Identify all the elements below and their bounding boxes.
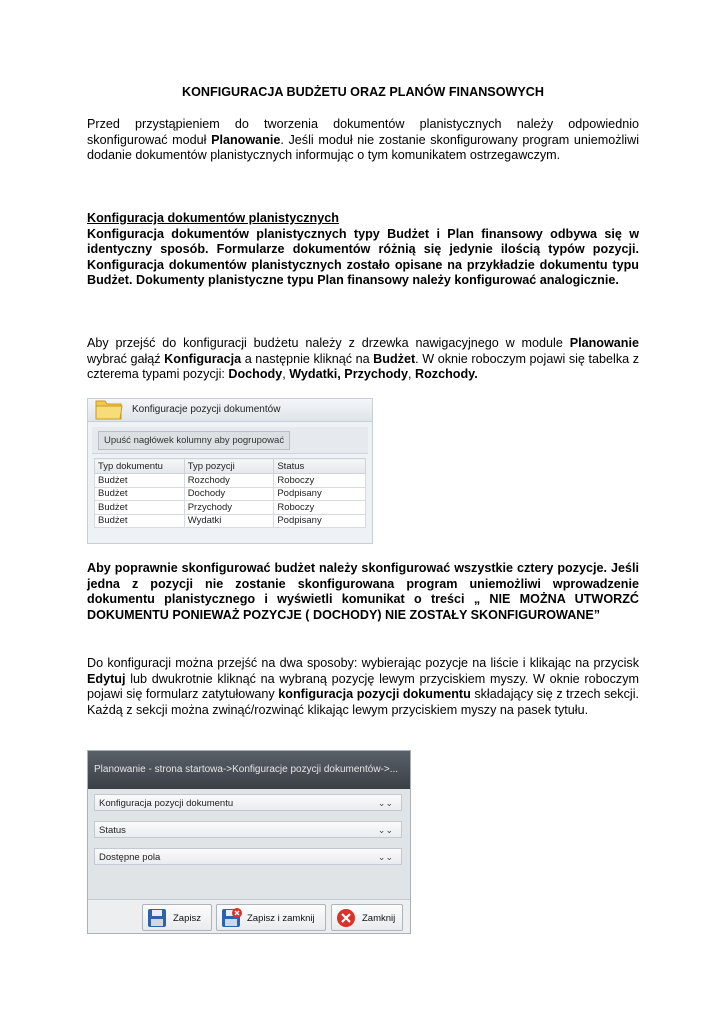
floppy-disk-icon (146, 907, 168, 929)
table-cell: Dochody (184, 487, 274, 501)
section-title: Dostępne pola (99, 852, 161, 863)
table-cell: Wydatki (184, 514, 274, 528)
close-button[interactable]: Zamknij (331, 904, 403, 931)
column-header[interactable]: Typ pozycji (184, 459, 274, 474)
breadcrumb-bar (88, 751, 410, 789)
section-status[interactable] (94, 821, 402, 838)
floppy-disk-close-icon (220, 907, 242, 929)
section-available-fields[interactable] (94, 848, 402, 865)
form-sections (88, 789, 410, 899)
section-configuration (87, 211, 639, 289)
intro-paragraph: Przed przystąpieniem do tworzenia dokumentów planistycznych należy odpowiednio skonfigurować moduł Planowanie. Jeśli moduł nie zostanie skonfigurowany program uniemożliwi dodanie dokumentów planistycznych informując o tym komunikatem ostrzegawczym. (87, 117, 639, 163)
grid-header (88, 399, 372, 422)
breadcrumb: Planowanie - strona startowa->Konfiguracje pozycji dokumentów->... (94, 764, 399, 775)
close-icon (335, 907, 357, 929)
table-cell: Przychody (184, 501, 274, 515)
table-row[interactable] (95, 487, 366, 501)
grid-screenshot (87, 398, 373, 544)
section-heading: Konfiguracja dokumentów planistycznych (87, 211, 339, 225)
section-title: Status (99, 825, 126, 836)
column-header[interactable]: Status (274, 459, 366, 474)
chevron-down-icon[interactable]: ⌄⌄ (377, 852, 393, 862)
section-body: Konfiguracja dokumentów planistycznych typy Budżet i Plan finansowy odbywa się w identyczny sposób. Formularze dokumentów różnią się jedynie ilością typów pozycji. Konfiguracja dokumentów planistycznych zostało opisane na przykładzie dokumentu typu Budżet. Dokumenty planistyczne typu Plan finansowy należy konfigurować analogicznie. (87, 226, 639, 288)
chevron-down-icon[interactable]: ⌄⌄ (377, 798, 393, 808)
save-close-button[interactable]: Zapisz i zamknij (216, 904, 326, 931)
group-hint: Upuść nagłówek kolumny aby pogrupować (98, 431, 290, 450)
table-cell: Budżet (95, 501, 185, 515)
group-panel[interactable] (92, 427, 368, 454)
table-cell: Budżet (95, 514, 185, 528)
table-cell: Rozchody (184, 474, 274, 488)
table-cell: Podpisany (274, 487, 366, 501)
table-cell: Budżet (95, 474, 185, 488)
table-header-row (95, 459, 366, 474)
page-title: KONFIGURACJA BUDŻETU ORAZ PLANÓW FINANSOWYCH (182, 85, 544, 99)
configuration-paragraph: Do konfiguracji można przejść na dwa sposoby: wybierając pozycje na liście i klikając na przycisk Edytuj lub dwukrotnie kliknąć na wybraną pozycję lewym przyciskiem myszy. W oknie roboczym pojawi się formularz zatytułowany konfiguracja pozycji dokumentu składający się z trzech sekcji. Każdą z sekcji można zwinąć/rozwinąć klikając lewym przyciskiem myszy na pasek tytułu. (87, 656, 639, 717)
table-row[interactable] (95, 501, 366, 515)
table-cell: Podpisany (274, 514, 366, 528)
grid-title: Konfiguracje pozycji dokumentów (132, 404, 281, 415)
warning-paragraph: Aby poprawnie skonfigurować budżet należy skonfigurować wszystkie cztery pozycje. Jeśli jedna z pozycji nie zostanie skonfigurowana program uniemożliwi wprowadzenie dokumentu planistycznego i wyświetli komunikat o treści „ NIE MOŻNA UTWORZĆ DOKUMENTU PONIEWAŻ POZYCJE ( DOCHODY) NIE ZOSTAŁY SKONFIGUROWANE” (87, 561, 639, 622)
form-footer (88, 899, 410, 934)
chevron-down-icon[interactable]: ⌄⌄ (377, 825, 393, 835)
form-screenshot (87, 750, 411, 934)
folder-icon (94, 398, 124, 421)
section-position-config[interactable] (94, 794, 402, 811)
table-cell: Budżet (95, 487, 185, 501)
table-cell: Roboczy (274, 501, 366, 515)
section-title: Konfiguracja pozycji dokumentu (99, 798, 234, 809)
table-cell: Roboczy (274, 474, 366, 488)
positions-table (94, 458, 366, 528)
table-row[interactable] (95, 514, 366, 528)
navigation-paragraph: Aby przejść do konfiguracji budżetu należy z drzewka nawigacyjnego w module Planowanie wybrać gałąź Konfiguracja a następnie kliknąć na Budżet. W oknie roboczym pojawi się tabelka z czterema typami pozycji: Dochody, Wydatki, Przychody, Rozchody. (87, 336, 639, 382)
save-button[interactable]: Zapisz (142, 904, 212, 931)
column-header[interactable]: Typ dokumentu (95, 459, 185, 474)
table-row[interactable] (95, 474, 366, 488)
